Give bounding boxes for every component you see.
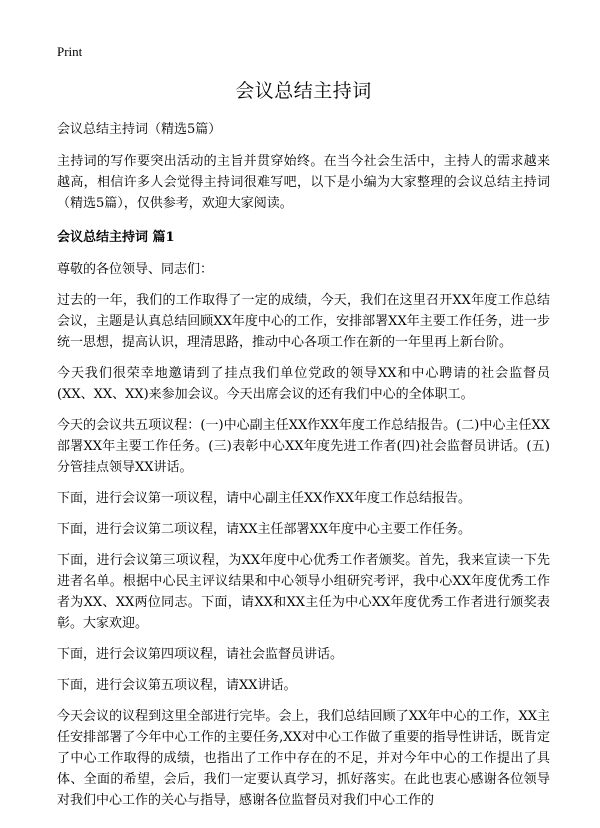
- paragraph: 下面，进行会议第二项议程，请XX主任部署XX年度中心主要工作任务。: [57, 522, 472, 537]
- intro-paragraph: 主持词的写作要突出活动的主旨并贯穿始终。在当今社会生活中，主持人的需求越来越高，相信许多人会觉得主持词很难写吧，以下是小编为大家整理的会议总结主持词（精选5篇），仅供参考，欢迎大家阅读。: [57, 154, 550, 211]
- print-link[interactable]: Print: [57, 44, 83, 59]
- paragraph: 下面，进行会议第四项议程，请社会监督员讲话。: [57, 647, 344, 662]
- paragraph: 今天我们很荣幸地邀请到了挂点我们单位党政的领导XX和中心聘请的社会监督员(XX、XX、XX)来参加会议。今天出席会议的还有我们中心的全体职工。: [57, 366, 550, 402]
- paragraph: 今天会议的议程到这里全部进行完毕。会上，我们总结回顾了XX年中心的工作，XX主任安排部署了今年中心工作的主要任务,XX对中心工作做了重要的指导性讲话，既肯定了中心工作取得的成绩，也指出了工作中存在的不足，并对今年中心的工作提出了具体、全面的希望，会后，我们一定要认真学习，抓好落实。在此也衷心感谢各位领导对我们中心工作的关心与指导，感谢各位监督员对我们中心工作的: [57, 709, 550, 808]
- document-page: [57, 78, 550, 811]
- paragraph: 下面，进行会议第三项议程，为XX年度中心优秀工作者颁奖。首先，我来宣读一下先进者名单。根据中心民主评议结果和中心领导小组研究考评，我中心XX年度优秀工作者为XX、XX两位同志。下面，请XX和XX主任为中心XX年度优秀工作者进行颁奖表彰。大家欢迎。: [57, 553, 550, 631]
- paragraph: 下面，进行会议第一项议程，请中心副主任XX作XX年度工作总结报告。: [57, 491, 472, 506]
- paragraph-salutation: 尊敬的各位领导、同志们：: [57, 262, 214, 277]
- document-subtitle: 会议总结主持词（精选5篇）: [57, 122, 222, 137]
- document-title: 会议总结主持词: [235, 80, 372, 102]
- paragraph: 下面，进行会议第五项议程，请XX讲话。: [57, 678, 297, 693]
- paragraph: 今天的会议共五项议程：(一)中心副主任XX作XX年度工作总结报告。(二)中心主任XX部署XX年主要工作任务。(三)表彰中心XX年度先进工作者(四)社会监督员讲话。(五)分管挂点领导XX讲话。: [57, 418, 550, 475]
- section-heading: 会议总结主持词 篇1: [57, 230, 175, 245]
- paragraph: 过去的一年，我们的工作取得了一定的成绩，今天，我们在这里召开XX年度工作总结会议，主题是认真总结回顾XX年度中心的工作，安排部署XX年主要工作任务，进一步统一思想，提高认识，理清思路，推动中心各项工作在新的一年里再上新台阶。: [57, 293, 550, 350]
